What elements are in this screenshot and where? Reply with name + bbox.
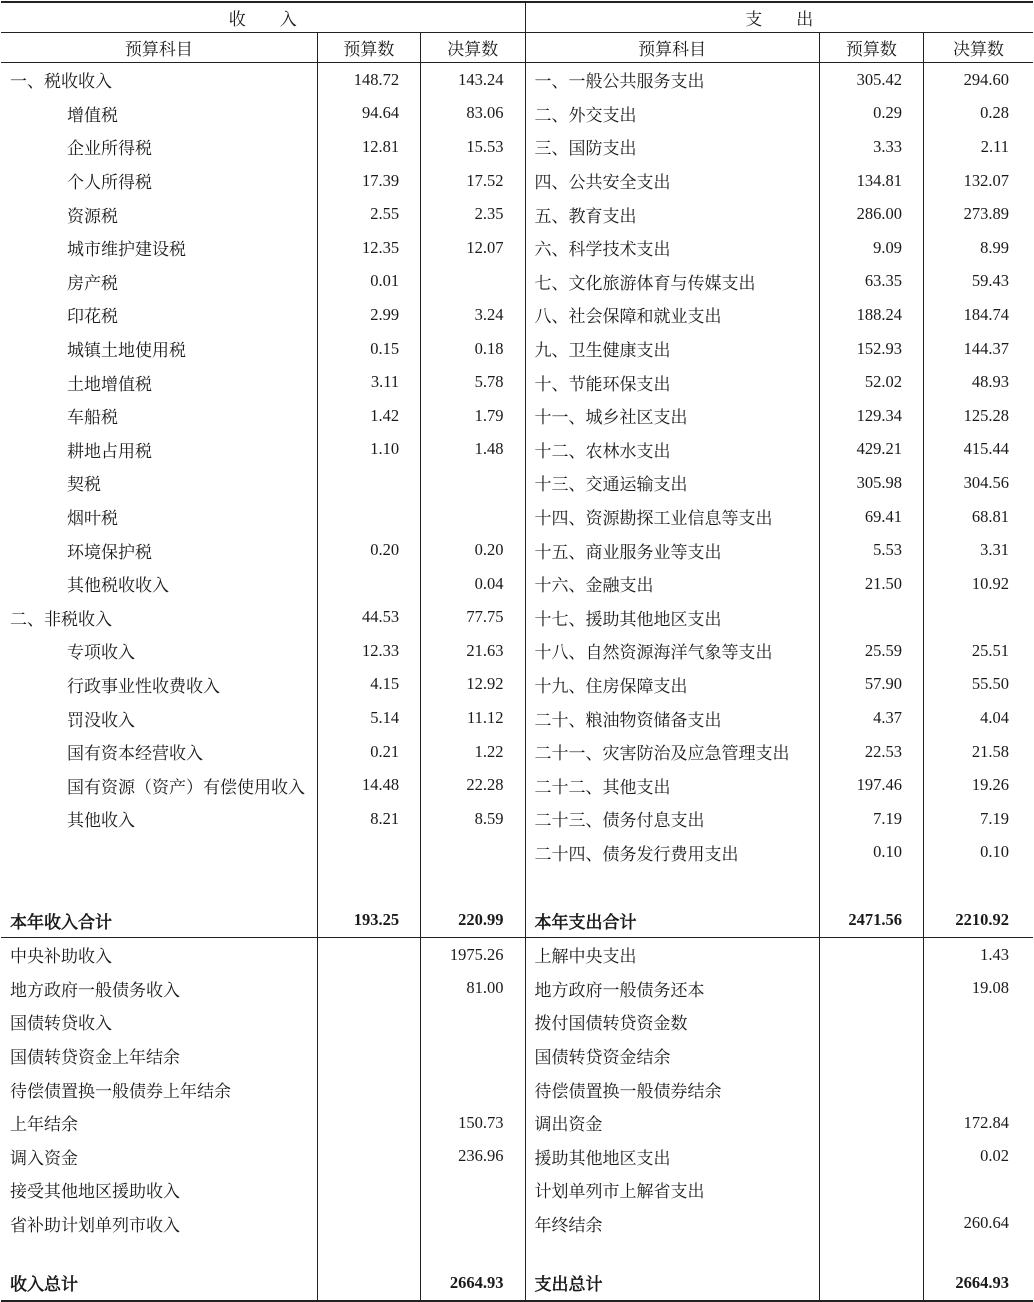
income-budget-value: 0.21 [317,735,420,769]
income-year-total-label: 本年收入合计 [1,903,317,937]
empty-cell [317,937,420,971]
expense-budget-value: 305.42 [819,63,923,97]
expense-budget-value: 22.53 [819,735,923,769]
income-item-name: 国有资源（资产）有偿使用收入 [1,768,317,802]
table-row [1,399,1033,433]
income-final-value: 17.52 [421,164,525,198]
expense-final-value: 4.04 [980,708,1009,728]
expense-item-name: 九、卫生健康支出 [525,332,819,366]
expense-final-value: 132.07 [963,170,1009,190]
income-item-name: 罚没收入 [1,701,317,735]
income-item-name: 行政事业性收费收入 [1,668,317,702]
income-budget-value: 3.11 [317,365,420,399]
transfer-row [1,1072,1033,1106]
expense-item-column-header: 预算科目 [525,33,819,63]
expense-transfer-name: 调出资金 [525,1106,819,1140]
expense-budget-value: 188.24 [819,298,923,332]
expense-final-value: 125.28 [963,405,1009,425]
income-grand-total-final: 2664.93 [421,1266,525,1301]
expense-transfer-final: 19.08 [971,978,1009,998]
empty-cell [819,1240,923,1266]
expense-item-name: 五、教育支出 [525,197,819,231]
income-item-name: 烟叶税 [1,500,317,534]
expense-grand-total-final: 2664.93 [924,1266,1033,1301]
income-item-name: 印花税 [1,298,317,332]
expense-final-value: 68.81 [971,506,1009,526]
income-transfer-name: 调入资金 [1,1139,317,1173]
income-item-name [1,836,317,870]
empty-cell [317,1240,420,1266]
expense-final-value: 184.74 [963,304,1009,324]
expense-item-name: 二十一、灾害防治及应急管理支出 [525,735,819,769]
expense-item-name: 十八、自然资源海洋气象等支出 [525,634,819,668]
income-budget-value: 1.10 [317,433,420,467]
expense-transfer-name: 上解中央支出 [525,937,819,971]
expense-final-value: 2.11 [980,136,1009,156]
income-item-name: 其他收入 [1,802,317,836]
table-row [1,533,1033,567]
expense-final-value: 3.31 [980,540,1009,560]
expense-item-name: 十一、城乡社区支出 [525,399,819,433]
income-final-value: 1.79 [421,399,525,433]
empty-cell [819,1039,923,1073]
empty-cell [819,1173,923,1207]
expense-budget-value: 305.98 [819,466,923,500]
expense-budget-value: 21.50 [819,567,923,601]
expense-budget-value: 0.29 [819,97,923,131]
expense-item-name: 一、一般公共服务支出 [525,63,819,97]
table-row [1,500,1033,534]
empty-cell [317,1039,420,1073]
empty-cell [525,869,819,903]
empty-cell [317,1072,420,1106]
expense-item-name: 四、公共安全支出 [525,164,819,198]
expense-final-value: 59.43 [971,271,1009,291]
expense-budget-value: 5.53 [819,533,923,567]
empty-cell [317,1266,420,1301]
empty-cell [819,1266,923,1301]
expense-transfer-name: 拨付国债转贷资金数 [525,1005,819,1039]
empty-cell [819,937,923,971]
expense-item-name: 二十三、债务付息支出 [525,802,819,836]
income-final-column-header: 决算数 [421,33,525,63]
expense-item-name: 八、社会保障和就业支出 [525,298,819,332]
income-final-value [421,265,525,299]
spacer-row [1,869,1033,903]
income-transfer-name: 省补助计划单列市收入 [1,1207,317,1241]
income-budget-value: 2.55 [317,197,420,231]
transfer-row [1,971,1033,1005]
expense-transfer-final [924,1005,1033,1039]
expense-transfer-name: 待偿债置换一般债券结余 [525,1072,819,1106]
income-item-name: 其他税收收入 [1,567,317,601]
income-transfer-name: 上年结余 [1,1106,317,1140]
income-budget-value: 1.42 [317,399,420,433]
transfer-row [1,1207,1033,1241]
table-row [1,365,1033,399]
empty-cell [819,971,923,1005]
table-row [1,298,1033,332]
income-item-name: 车船税 [1,399,317,433]
table-row [1,265,1033,299]
expense-budget-value: 63.35 [819,265,923,299]
table-row [1,97,1033,131]
expense-budget-value: 129.34 [819,399,923,433]
expense-final-value: 10.92 [971,573,1009,593]
income-transfer-name: 待偿债置换一般债券上年结余 [1,1072,317,1106]
income-final-value [421,836,525,870]
income-final-value: 22.28 [421,768,525,802]
income-transfer-final [421,1173,525,1207]
expense-budget-value: 52.02 [819,365,923,399]
empty-cell [819,1072,923,1106]
income-transfer-final: 236.96 [421,1139,525,1173]
expense-budget-value: 429.21 [819,433,923,467]
transfer-row [1,1005,1033,1039]
income-budget-value: 0.15 [317,332,420,366]
income-transfer-name: 地方政府一般债务收入 [1,971,317,1005]
expense-budget-value: 152.93 [819,332,923,366]
income-budget-value: 12.35 [317,231,420,265]
expense-transfer-final: 260.64 [963,1213,1009,1233]
expense-transfer-final [924,1039,1033,1073]
income-final-value: 12.07 [421,231,525,265]
table-row [1,164,1033,198]
expense-year-total-budget: 2471.56 [819,903,923,937]
spacer-row [1,1240,1033,1266]
empty-cell [819,1106,923,1140]
expense-final-column-header: 决算数 [924,33,1033,63]
income-final-value: 12.92 [421,668,525,702]
expense-final-value: 0.10 [980,842,1009,862]
income-budget-value: 14.48 [317,768,420,802]
expense-transfer-final [924,1173,1033,1207]
empty-cell [1,1240,317,1266]
expense-item-name: 十五、商业服务业等支出 [525,533,819,567]
table-row [1,466,1033,500]
income-transfer-final: 1975.26 [421,937,525,971]
expense-item-name: 十七、援助其他地区支出 [525,601,819,635]
income-transfer-final: 81.00 [421,971,525,1005]
empty-cell [819,1139,923,1173]
expense-year-total-label: 本年支出合计 [525,903,819,937]
empty-cell [421,1240,525,1266]
expense-final-value: 0.28 [980,103,1009,123]
expense-item-name: 三、国防支出 [525,130,819,164]
income-final-value: 0.18 [421,332,525,366]
empty-cell [421,869,525,903]
income-final-value [421,500,525,534]
year-total-row [1,903,1033,937]
section-header-row [1,2,1033,33]
income-final-value: 77.75 [421,601,525,635]
income-item-name: 房产税 [1,265,317,299]
income-item-name: 土地增值税 [1,365,317,399]
income-transfer-name: 接受其他地区援助收入 [1,1173,317,1207]
expense-section-header: 支 出 [525,2,1033,33]
expense-budget-value: 69.41 [819,500,923,534]
income-item-name: 一、税收收入 [1,63,317,97]
empty-cell [317,971,420,1005]
expense-final-value: 21.58 [971,741,1009,761]
income-budget-value: 12.33 [317,634,420,668]
expense-transfer-final: 1.43 [980,944,1009,964]
income-item-name: 专项收入 [1,634,317,668]
transfer-row [1,1139,1033,1173]
expense-final-value: 8.99 [980,237,1009,257]
expense-item-name: 十九、住房保障支出 [525,668,819,702]
income-item-name: 二、非税收入 [1,601,317,635]
expense-transfer-final [924,1072,1033,1106]
empty-cell [924,869,1033,903]
income-final-value [421,466,525,500]
income-transfer-name: 国债转贷资金上年结余 [1,1039,317,1073]
income-budget-value [317,836,420,870]
table-row [1,634,1033,668]
table-row [1,735,1033,769]
empty-cell [317,1106,420,1140]
income-final-value: 83.06 [421,97,525,131]
income-item-name: 增值税 [1,97,317,131]
expense-final-value: 415.44 [963,439,1009,459]
table-row [1,701,1033,735]
expense-transfer-final: 172.84 [963,1112,1009,1132]
expense-transfer-name: 援助其他地区支出 [525,1139,819,1173]
transfer-row [1,1039,1033,1073]
expense-budget-value: 0.10 [819,836,923,870]
expense-item-name: 十三、交通运输支出 [525,466,819,500]
income-item-name: 城镇土地使用税 [1,332,317,366]
table-row [1,332,1033,366]
expense-final-value: 55.50 [971,674,1009,694]
table-row [1,231,1033,265]
income-final-value: 11.12 [421,701,525,735]
expense-item-name: 十二、农林水支出 [525,433,819,467]
expense-transfer-name: 地方政府一般债务还本 [525,971,819,1005]
expense-budget-value: 57.90 [819,668,923,702]
income-year-total-final: 220.99 [421,903,525,937]
expense-final-value: 304.56 [963,472,1009,492]
table-row [1,63,1033,97]
income-final-value: 8.59 [421,802,525,836]
income-final-value: 143.24 [421,63,525,97]
empty-cell [819,1005,923,1039]
table-row [1,567,1033,601]
table-row [1,433,1033,467]
expense-budget-value: 4.37 [819,701,923,735]
transfer-row [1,937,1033,971]
empty-cell [317,1173,420,1207]
expense-item-name: 二十二、其他支出 [525,768,819,802]
income-item-name: 耕地占用税 [1,433,317,467]
income-transfer-final [421,1005,525,1039]
expense-item-name: 二、外交支出 [525,97,819,131]
expense-item-name: 二十四、债务发行费用支出 [525,836,819,870]
expense-final-value: 48.93 [971,372,1009,392]
income-final-value: 1.48 [421,433,525,467]
expense-item-name: 十四、资源勘探工业信息等支出 [525,500,819,534]
empty-cell [317,1005,420,1039]
expense-transfer-name: 年终结余 [525,1207,819,1241]
income-transfer-final [421,1039,525,1073]
income-budget-value: 94.64 [317,97,420,131]
income-final-value: 15.53 [421,130,525,164]
income-item-name: 国有资本经营收入 [1,735,317,769]
income-year-total-budget: 193.25 [317,903,420,937]
income-final-value: 3.24 [421,298,525,332]
expense-transfer-final: 0.02 [980,1146,1009,1166]
income-final-value: 0.20 [421,533,525,567]
expense-final-value: 7.19 [980,808,1009,828]
income-budget-value: 2.99 [317,298,420,332]
table-row [1,802,1033,836]
expense-item-name: 十、节能环保支出 [525,365,819,399]
income-budget-value [317,567,420,601]
expense-budget-column-header: 预算数 [819,33,923,63]
expense-final-value: 273.89 [963,204,1009,224]
empty-cell [924,1240,1033,1266]
table-row [1,668,1033,702]
empty-cell [317,1207,420,1241]
expense-item-name: 十六、金融支出 [525,567,819,601]
income-transfer-name: 国债转贷收入 [1,1005,317,1039]
income-budget-column-header: 预算数 [317,33,420,63]
expense-item-name: 七、文化旅游体育与传媒支出 [525,265,819,299]
transfer-row [1,1106,1033,1140]
income-final-value: 2.35 [421,197,525,231]
income-grand-total-label: 收入总计 [1,1266,317,1301]
expense-final-value: 25.51 [971,640,1009,660]
income-budget-value [317,500,420,534]
income-section-header: 收 入 [1,2,525,33]
income-final-value: 5.78 [421,365,525,399]
income-item-name: 城市维护建设税 [1,231,317,265]
income-budget-value [317,466,420,500]
income-transfer-final: 150.73 [421,1106,525,1140]
empty-cell [525,1240,819,1266]
income-item-name: 资源税 [1,197,317,231]
empty-cell [819,1207,923,1241]
income-budget-value: 44.53 [317,601,420,635]
expense-final-value: 144.37 [963,338,1009,358]
expense-item-name: 二十、粮油物资储备支出 [525,701,819,735]
income-budget-value: 5.14 [317,701,420,735]
expense-grand-total-label: 支出总计 [525,1266,819,1301]
table-row [1,197,1033,231]
expense-budget-value: 134.81 [819,164,923,198]
income-budget-value: 0.20 [317,533,420,567]
expense-final-value: 294.60 [963,69,1009,89]
income-item-column-header: 预算科目 [1,33,317,63]
empty-cell [317,1139,420,1173]
empty-cell [1,869,317,903]
income-transfer-name: 中央补助收入 [1,937,317,971]
income-budget-value: 0.01 [317,265,420,299]
empty-cell [317,869,420,903]
expense-budget-value: 3.33 [819,130,923,164]
income-item-name: 环境保护税 [1,533,317,567]
income-transfer-final [421,1207,525,1241]
income-item-name: 企业所得税 [1,130,317,164]
expense-transfer-name: 国债转贷资金结余 [525,1039,819,1073]
income-budget-value: 17.39 [317,164,420,198]
table-row [1,768,1033,802]
expense-year-total-final: 2210.92 [924,903,1033,937]
budget-final-accounts-table [1,1,1033,1302]
expense-budget-value [819,601,923,635]
table-row [1,601,1033,635]
income-final-value: 0.04 [421,567,525,601]
expense-transfer-name: 计划单列市上解省支出 [525,1173,819,1207]
income-final-value: 21.63 [421,634,525,668]
income-final-value: 1.22 [421,735,525,769]
expense-budget-value: 197.46 [819,768,923,802]
transfer-row [1,1173,1033,1207]
expense-budget-value: 286.00 [819,197,923,231]
income-budget-value: 12.81 [317,130,420,164]
expense-final-value: 19.26 [971,775,1009,795]
income-budget-value: 4.15 [317,668,420,702]
income-budget-value: 148.72 [317,63,420,97]
table-row [1,836,1033,870]
empty-cell [819,869,923,903]
expense-final-value [924,601,1033,635]
income-item-name: 契税 [1,466,317,500]
expense-budget-value: 9.09 [819,231,923,265]
table-row [1,130,1033,164]
expense-item-name: 六、科学技术支出 [525,231,819,265]
income-item-name: 个人所得税 [1,164,317,198]
expense-budget-value: 7.19 [819,802,923,836]
income-budget-value: 8.21 [317,802,420,836]
expense-budget-value: 25.59 [819,634,923,668]
grand-total-row [1,1266,1033,1301]
income-transfer-final [421,1072,525,1106]
column-header-row [1,33,1033,63]
